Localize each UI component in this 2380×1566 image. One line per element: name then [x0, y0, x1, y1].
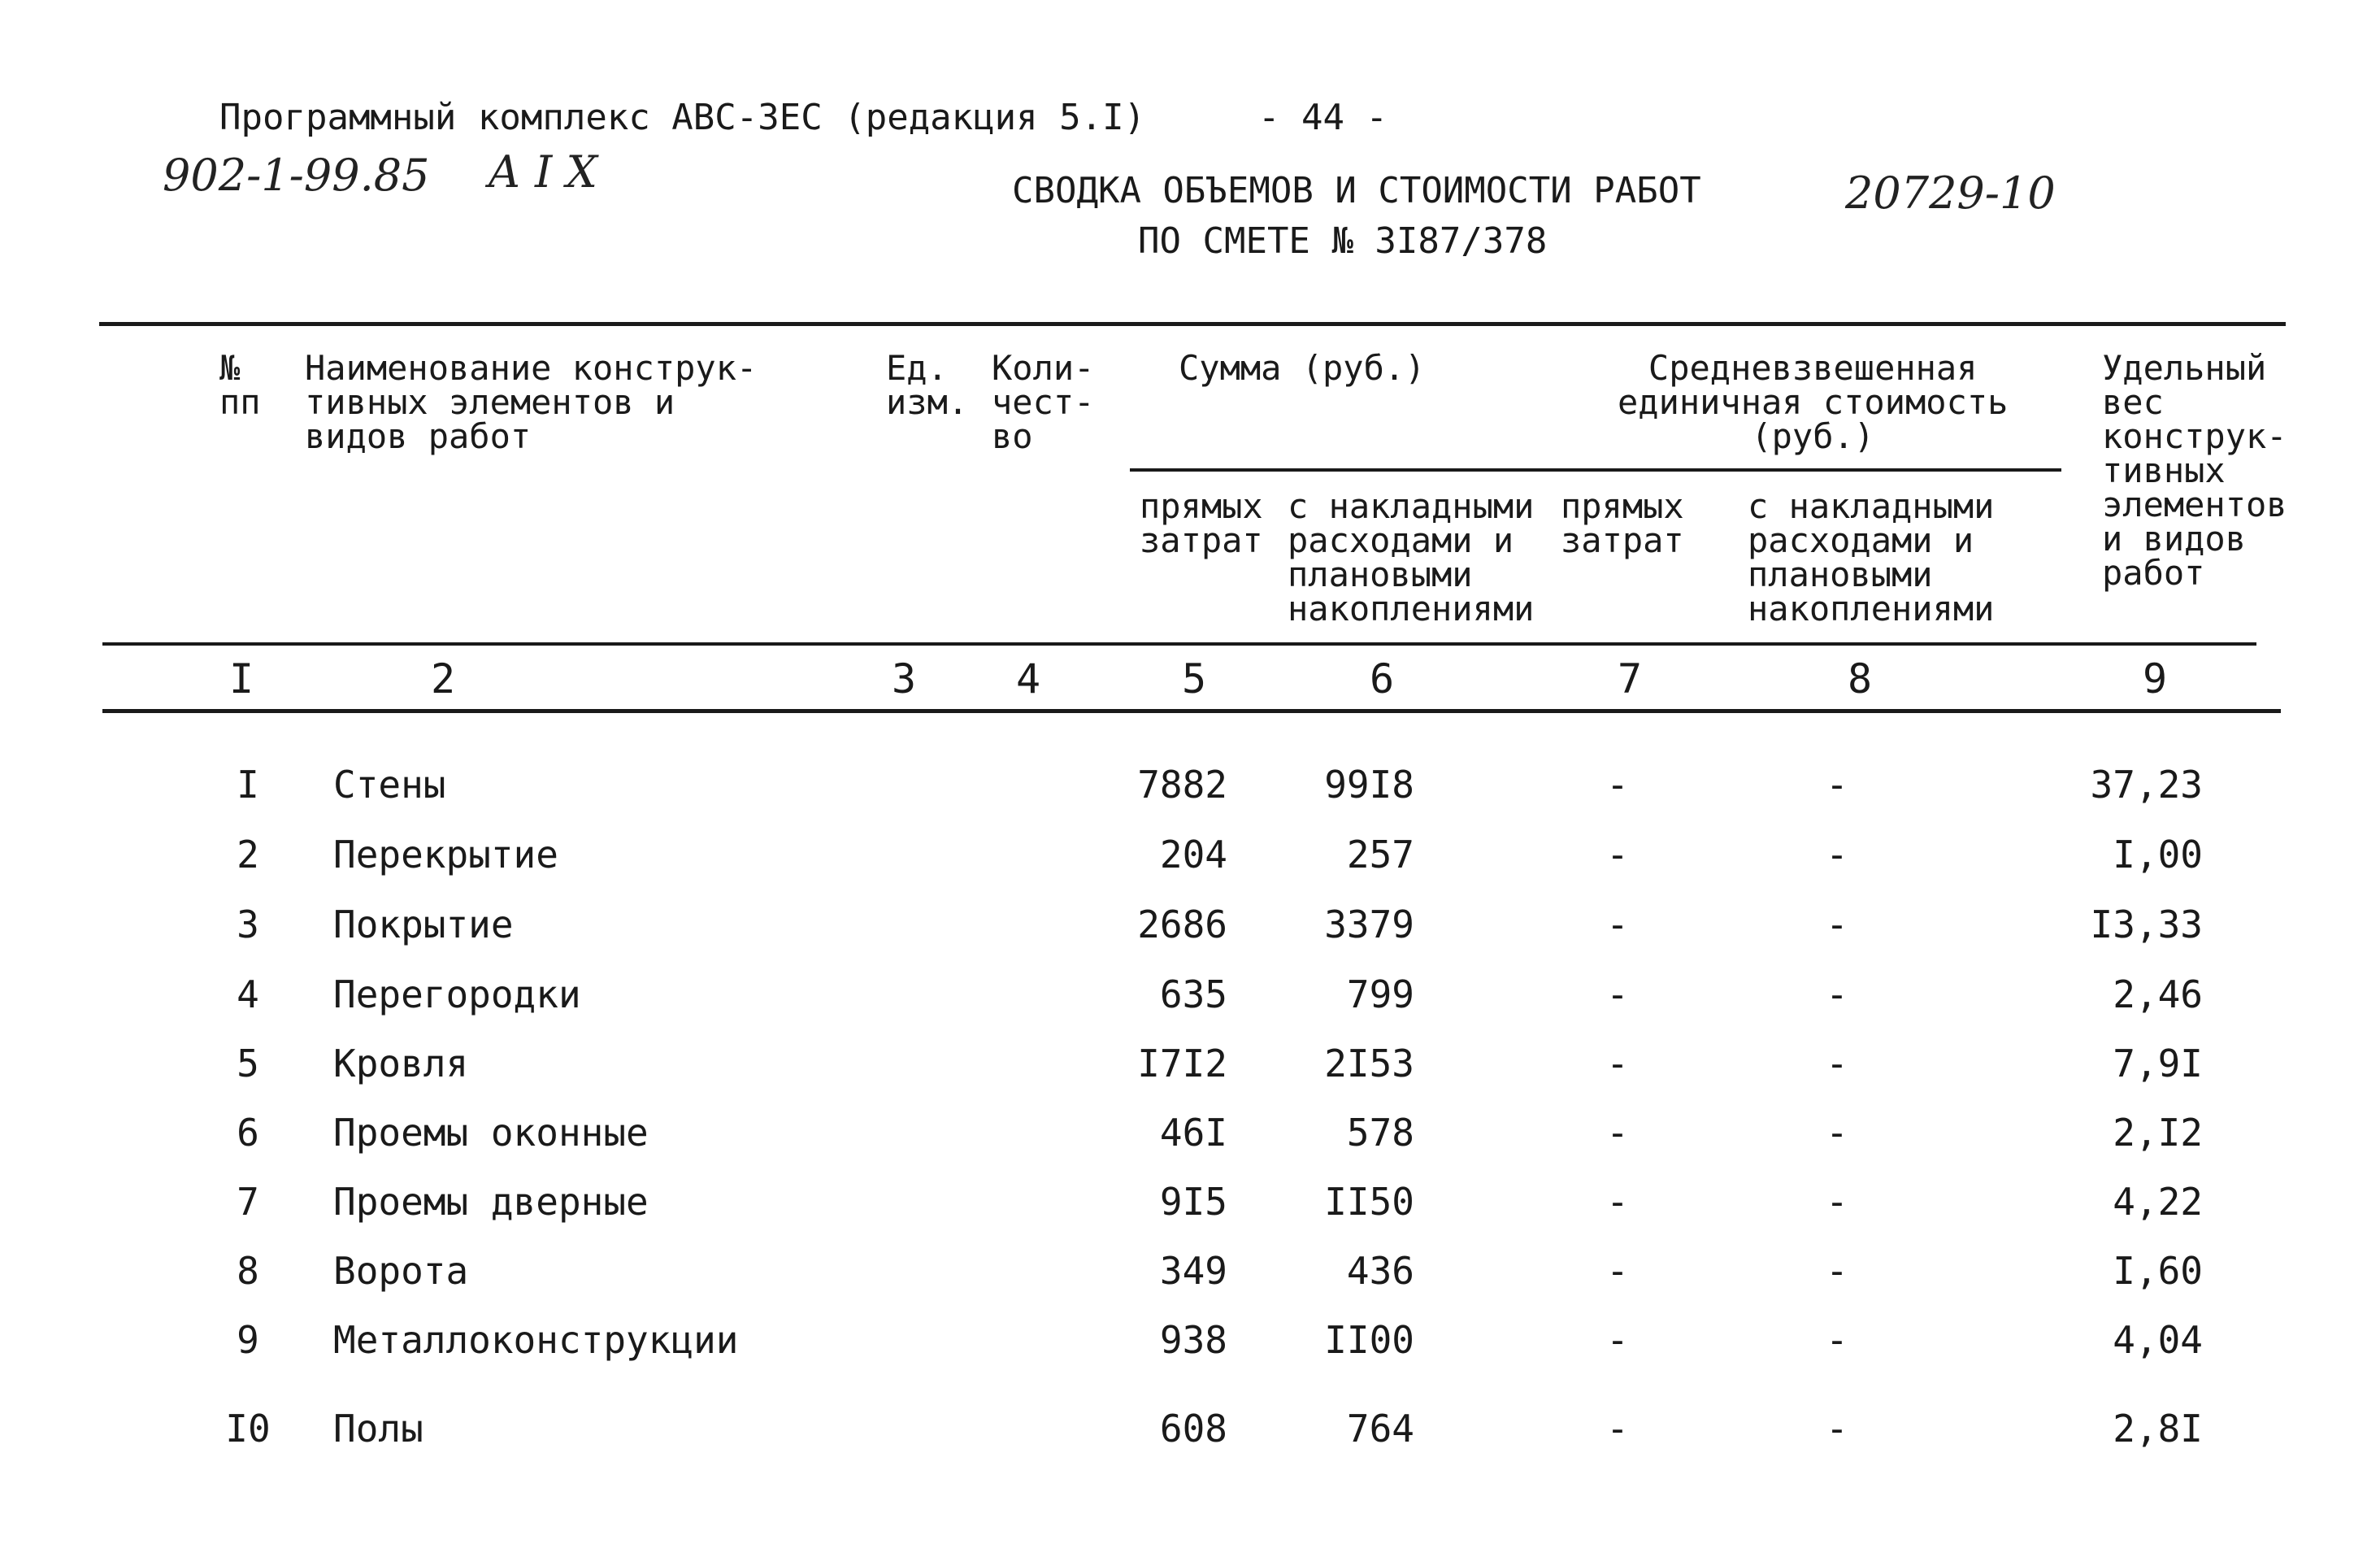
document-title: СВОДКА ОБЪЕМОВ И СТОИМОСТИ РАБОТ — [1012, 170, 1701, 211]
avg-direct-cost: - — [1606, 763, 1629, 807]
row-number: 3 — [237, 903, 259, 946]
row-number: 7 — [237, 1180, 259, 1224]
header-col-1: № пп — [219, 348, 261, 422]
header-col-6: с накладными расходами и плановыми накоплениями — [1288, 486, 1535, 629]
avg-direct-cost: - — [1606, 1111, 1629, 1155]
header-sum-group: Сумма (руб.) — [1179, 348, 1426, 388]
avg-direct-cost: - — [1606, 972, 1629, 1016]
row-name: Проемы оконные — [333, 1111, 649, 1155]
cost-with-overhead: 3379 — [1324, 903, 1414, 946]
share-weight: 37,23 — [2090, 763, 2203, 807]
table-top-rule — [99, 322, 2286, 326]
direct-cost: 2686 — [1137, 903, 1227, 946]
share-weight: 2,8I — [2113, 1407, 2203, 1451]
avg-cost-with-overhead: - — [1826, 1407, 1848, 1451]
estimate-number: ПО СМЕТЕ № 3I87/378 — [1138, 220, 1548, 262]
direct-cost: 608 — [1159, 1407, 1227, 1451]
avg-direct-cost: - — [1606, 1180, 1629, 1224]
share-weight: 2,46 — [2113, 972, 2203, 1016]
cost-with-overhead: II00 — [1324, 1318, 1414, 1362]
header-average-group: Средневзвешенная единичная стоимость (руб.) — [1618, 348, 2009, 456]
avg-direct-cost: - — [1606, 1318, 1629, 1362]
header-col-2: Наименование конструк- тивных элементов и видов работ — [305, 348, 758, 456]
program-name: Программный комплекс АВС-ЗЕС (редакция 5.I) — [219, 97, 1146, 138]
avg-direct-cost: - — [1606, 1407, 1629, 1451]
header-col-3: Ед. изм. — [886, 348, 969, 422]
row-name: Проемы дверные — [333, 1180, 649, 1224]
row-name: Стены — [333, 763, 446, 807]
cost-with-overhead: 436 — [1346, 1249, 1414, 1293]
header-col-7: прямых затрат — [1561, 486, 1684, 560]
header-col-4: Коли- чест- во — [992, 348, 1095, 456]
cost-with-overhead: 799 — [1346, 972, 1414, 1016]
avg-cost-with-overhead: - — [1826, 972, 1848, 1016]
avg-cost-with-overhead: - — [1826, 1249, 1848, 1293]
share-weight: 2,I2 — [2113, 1111, 2203, 1155]
direct-cost: 7882 — [1137, 763, 1227, 807]
subheader-rule — [1130, 468, 2061, 472]
direct-cost: 635 — [1159, 972, 1227, 1016]
row-name: Перекрытие — [333, 833, 558, 877]
direct-cost: 9I5 — [1159, 1180, 1227, 1224]
avg-direct-cost: - — [1606, 833, 1629, 877]
avg-cost-with-overhead: - — [1826, 903, 1848, 946]
avg-cost-with-overhead: - — [1826, 1042, 1848, 1085]
avg-direct-cost: - — [1606, 903, 1629, 946]
column-number: 7 — [1618, 655, 1643, 703]
row-name: Покрытие — [333, 903, 514, 946]
row-number: 5 — [237, 1042, 259, 1085]
cost-with-overhead: 764 — [1346, 1407, 1414, 1451]
row-name: Кровля — [333, 1042, 469, 1085]
column-number: 6 — [1370, 655, 1395, 703]
direct-cost: 46I — [1159, 1111, 1227, 1155]
row-name: Полы — [333, 1407, 423, 1451]
avg-cost-with-overhead: - — [1826, 763, 1848, 807]
row-name: Металлоконструкции — [333, 1318, 739, 1362]
avg-cost-with-overhead: - — [1826, 1318, 1848, 1362]
cost-with-overhead: II50 — [1324, 1180, 1414, 1224]
share-weight: I,00 — [2113, 833, 2203, 877]
row-number: 8 — [237, 1249, 259, 1293]
row-number: 4 — [237, 972, 259, 1016]
header-col-9: Удельный вес конструк- тивных элементов и видов работ — [2102, 348, 2287, 593]
row-name: Ворота — [333, 1249, 469, 1293]
header-bottom-rule — [102, 642, 2256, 646]
column-number: 4 — [1016, 655, 1041, 703]
row-number: I — [237, 763, 259, 807]
row-number: 2 — [237, 833, 259, 877]
share-weight: I,60 — [2113, 1249, 2203, 1293]
share-weight: I3,33 — [2090, 903, 2203, 946]
cost-with-overhead: 2I53 — [1324, 1042, 1414, 1085]
column-number: 5 — [1182, 655, 1207, 703]
avg-cost-with-overhead: - — [1826, 833, 1848, 877]
row-name: Перегородки — [333, 972, 581, 1016]
column-numbers-rule — [102, 709, 2281, 713]
direct-cost: 204 — [1159, 833, 1227, 877]
share-weight: 4,22 — [2113, 1180, 2203, 1224]
share-weight: 7,9I — [2113, 1042, 2203, 1085]
row-number: I0 — [225, 1407, 271, 1451]
direct-cost: 938 — [1159, 1318, 1227, 1362]
column-number: 9 — [2143, 655, 2168, 703]
cost-with-overhead: 99I8 — [1324, 763, 1414, 807]
page-number: - 44 - — [1258, 97, 1388, 138]
avg-direct-cost: - — [1606, 1042, 1629, 1085]
column-number: I — [229, 655, 254, 703]
direct-cost: I7I2 — [1137, 1042, 1227, 1085]
header-col-5: прямых затрат — [1140, 486, 1263, 560]
avg-cost-with-overhead: - — [1826, 1111, 1848, 1155]
cost-with-overhead: 257 — [1346, 833, 1414, 877]
row-number: 6 — [237, 1111, 259, 1155]
handwritten-code: 902-1-99.85 — [163, 150, 430, 201]
handwritten-mark: А I X — [488, 146, 597, 198]
header-col-8: с накладными расходами и плановыми накоплениями — [1748, 486, 1995, 629]
column-number: 3 — [892, 655, 917, 703]
doc-number: 20729-10 — [1845, 167, 2056, 219]
direct-cost: 349 — [1159, 1249, 1227, 1293]
avg-direct-cost: - — [1606, 1249, 1629, 1293]
column-number: 8 — [1848, 655, 1873, 703]
avg-cost-with-overhead: - — [1826, 1180, 1848, 1224]
column-number: 2 — [431, 655, 456, 703]
cost-with-overhead: 578 — [1346, 1111, 1414, 1155]
share-weight: 4,04 — [2113, 1318, 2203, 1362]
row-number: 9 — [237, 1318, 259, 1362]
